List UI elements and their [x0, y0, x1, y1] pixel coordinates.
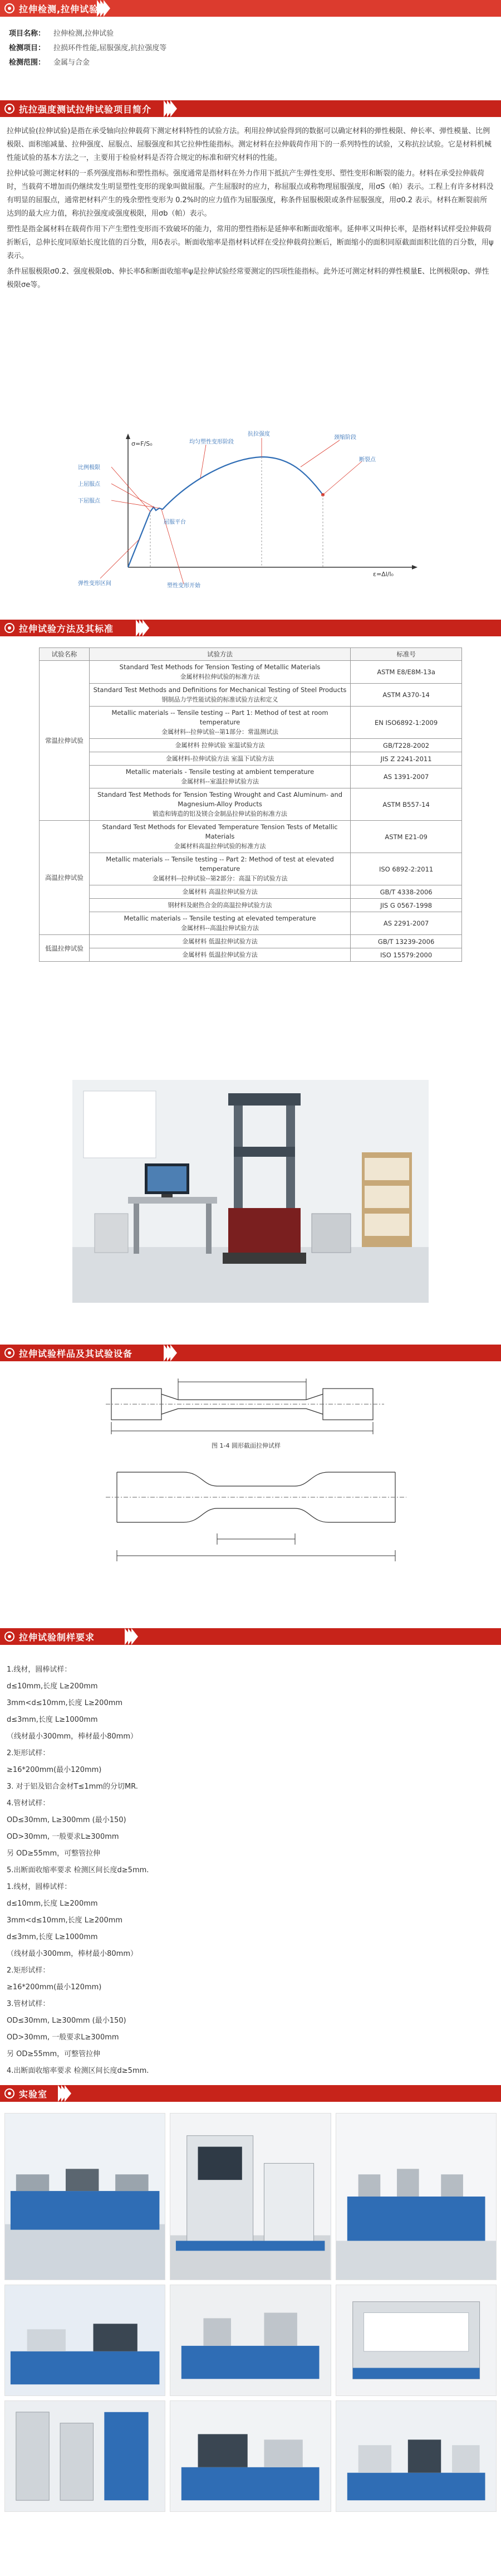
lab-photo	[170, 2113, 331, 2280]
method-cell	[89, 752, 350, 766]
method-chinese: 金属材料 低温拉伸试验方法	[182, 951, 258, 958]
table-header-row	[40, 648, 462, 661]
standard-code-cell: JIS Z 2241-2011	[351, 752, 462, 766]
requirements-list	[0, 1655, 501, 2080]
method-chinese: 金属材料 高温拉伸试验方法	[182, 888, 258, 895]
standard-code-cell: AS 1391-2007	[351, 766, 462, 788]
section-banner-standards	[0, 620, 501, 636]
project-label: 项目名称：	[9, 30, 46, 38]
chevron-arrows-icon	[61, 2085, 71, 2102]
label-elastic: 弹性变形区间	[78, 581, 111, 587]
standard-code-cell: ISO 6892-2:2011	[351, 853, 462, 885]
intro-paragraph-2: 拉伸试验可测定材料的一系列强度指标和塑性指标。强度通常是指材料在外力作用下抵抗产生弹性变形、塑性变形和断裂的能力。材料在承受拉伸载荷时，当载荷不增加而仍继续发生明显塑性变形的现象叫做屈服。产生屈服时的应力，称屈服点或称物理屈服强度，用σS（帕）表示。工程上有许多材料没有明显的屈服点，通常把材料产生的残余塑性变形为 0.2%时的应力值作为屈服强度，称条件屈服极限或条件屈服强度，用σ0.2 表示。材料在断裂前所达到的最大应力值，称抗拉强度或强度极限，用σb（帕）表示。	[7, 169, 494, 218]
table-row	[40, 752, 462, 766]
specimen-caption: 图 1-4 圆形截面拉伸试样	[212, 1442, 281, 1449]
category-cell: 高温拉伸试验	[40, 821, 90, 935]
requirement-line: 3mm<d≤10mm,长度 L≥200mm	[7, 1699, 123, 1707]
header-test-method: 试验方法	[89, 648, 350, 661]
method-chinese: 钢材料及耐热合金的高温拉伸试验方法	[168, 902, 272, 909]
section-banner-intro	[0, 100, 501, 117]
requirement-line: 1.线材，圆棒试样：	[7, 1883, 72, 1891]
specimen-illustration	[72, 1372, 429, 1572]
requirement-line: 2.矩形试样：	[7, 1749, 50, 1757]
method-cell	[89, 912, 350, 935]
circle-dot-icon	[4, 104, 14, 114]
table-row	[40, 788, 462, 821]
circle-dot-icon	[4, 623, 14, 633]
table-row	[40, 766, 462, 788]
standard-code-cell: ASTM B557-14	[351, 788, 462, 821]
section-banner-lab	[0, 2085, 501, 2102]
tensile-machine-photo	[72, 1080, 429, 1303]
standard-code-cell: ASTM A370-14	[351, 684, 462, 707]
section-title-standards: 拉伸试验方法及其标准	[19, 623, 114, 634]
label-fracture: 断裂点	[359, 457, 376, 463]
label-proportional: 比例极限	[78, 465, 100, 471]
category-cell: 低温拉伸试验	[40, 935, 90, 962]
lab-photo	[336, 2400, 497, 2512]
method-english: Metallic materials -- Tensile testing at elevated temperature	[124, 914, 316, 922]
section-banner-samples	[0, 1345, 501, 1361]
standard-code-cell: GB/T 4338-2006	[351, 885, 462, 899]
requirement-line: ≥16*200mm(最小120mm)	[7, 1766, 102, 1774]
lab-gallery	[0, 2113, 501, 2512]
standard-code-cell: ASTM E21-09	[351, 821, 462, 853]
requirement-line: OD>30mm, 一般要求L≥300mm	[7, 2033, 119, 2042]
chevron-arrows-icon	[167, 1345, 177, 1361]
circle-dot-icon	[4, 1632, 14, 1642]
method-chinese: 金属材料-拉伸试验方法 室温下试验方法	[165, 755, 274, 762]
method-cell	[89, 821, 350, 853]
method-chinese: 金属材料--拉伸试验--第2部分：高温下的试验方法	[152, 875, 288, 882]
standard-code-cell: GB/T 13239-2006	[351, 935, 462, 948]
method-cell	[89, 935, 350, 948]
method-chinese: 金属材料--室温拉伸试验方法	[181, 778, 259, 785]
intro-paragraph-4: 条件屈服极限σ0.2、强度极限σb、伸长率δ和断面收缩率ψ是拉伸试验经常要测定的四项性能指标。此外还可测定材料的弹性模量E、比例极限σp、弹性极限σe等。	[7, 267, 489, 289]
project-value: 拉伸检测,拉伸试验	[53, 30, 114, 38]
method-english: Metallic materials -- Tensile testing -- Part 2: Method of test at elevated temperature	[106, 855, 334, 873]
method-chinese: 金属材料拉伸试验的标准方法	[180, 673, 260, 680]
method-english: Standard Test Methods for Elevated Temperature Tension Tests of Metallic Materials	[102, 823, 338, 840]
lab-photo	[4, 2400, 165, 2512]
method-cell	[89, 948, 350, 962]
items-label: 检测项目：	[9, 44, 46, 52]
label-necking: 颈缩阶段	[334, 435, 356, 441]
requirement-line: OD≤30mm, L≥300mm (最小150)	[7, 2017, 126, 2025]
section-title-intro: 抗拉强度测试拉伸试验项目简介	[19, 104, 152, 115]
stress-strain-curve	[128, 457, 323, 567]
standard-code-cell: ISO 15579:2000	[351, 948, 462, 962]
page-title: 拉伸检测,拉伸试验	[19, 3, 99, 14]
standard-code-cell: GB/T228-2002	[351, 739, 462, 752]
table-row	[40, 684, 462, 707]
requirement-line: 1.线材，圆棒试样：	[7, 1666, 72, 1674]
method-cell	[89, 885, 350, 899]
scope-label: 检测范围：	[9, 59, 46, 67]
stress-strain-diagram	[78, 428, 423, 590]
lab-photo	[336, 2285, 497, 2396]
method-chinese: 金属材料高温拉伸试验的标准方法	[174, 843, 266, 850]
requirement-line: d≤10mm,长度 L≥200mm	[7, 1900, 98, 1908]
x-axis-label: ε=Δl/l₀	[373, 571, 394, 578]
requirement-line: d≤10mm,长度 L≥200mm	[7, 1682, 98, 1691]
table-row	[40, 912, 462, 935]
label-plastic-start: 塑性变形开始	[167, 583, 200, 589]
header-banner	[0, 0, 501, 17]
requirement-line: d≤3mm,长度 L≥1000mm	[7, 1933, 98, 1941]
method-cell	[89, 853, 350, 885]
section-banner-requirements	[0, 1628, 501, 1645]
method-cell	[89, 684, 350, 707]
standard-code-cell: ASTM E8/E8M-13a	[351, 661, 462, 684]
stress-strain-figure	[78, 428, 423, 590]
label-uniform: 均匀塑性变形阶段	[189, 439, 234, 445]
lab-photo	[4, 2113, 165, 2280]
table-row	[40, 935, 462, 948]
method-english: Metallic materials - Tensile testing at ambient temperature	[125, 768, 315, 776]
standard-code-cell: EN ISO6892-1:2009	[351, 707, 462, 739]
x-axis-arrow	[412, 565, 418, 569]
section-title-requirements: 拉伸试验制样要求	[19, 1632, 95, 1643]
y-axis-label: σ=F/S₀	[131, 440, 153, 447]
lab-photo	[170, 2400, 331, 2512]
lab-photo	[170, 2285, 331, 2396]
table-row	[40, 899, 462, 912]
method-chinese: 金属材料--高温拉伸试验方法	[181, 924, 259, 932]
standards-table	[39, 647, 462, 962]
requirement-line: 4.管材试样：	[7, 1799, 50, 1808]
requirement-line: 3. 对于铝及铝合金材T≤1mm的分切MR.	[7, 1783, 138, 1791]
method-english: Standard Test Methods for Tension Testing Wrought and Cast Aluminum- and Magnesium-Alloy Products	[97, 791, 343, 808]
chevron-arrows-icon	[128, 1628, 138, 1645]
requirement-line: 3mm<d≤10mm,长度 L≥200mm	[7, 1916, 123, 1925]
method-cell	[89, 766, 350, 788]
requirement-line: 5.出断面收缩率要求 检测区间长度d≥5mm.	[7, 1866, 149, 1874]
header-standard-no: 标准号	[351, 648, 462, 661]
requirement-line: （线材最小300mm，棒材最小80mm）	[7, 1732, 138, 1741]
requirement-line: d≤3mm,长度 L≥1000mm	[7, 1716, 98, 1724]
intro-paragraph-3: 塑性是指金属材料在载荷作用下产生塑性变形而不致破坏的能力，常用的塑性指标是延伸率和断面收缩率。延伸率又叫伸长率，是指材料试样受拉伸载荷折断后，总伸长度同原始长度比值的百分数，用δ表示。断面收缩率是指材料试样在受拉伸载荷拉断后，断面缩小的面积同原截面面积比值的百分数，用ψ表示。	[7, 225, 494, 260]
header-test-name: 试验名称	[40, 648, 90, 661]
section-title-lab: 实验室	[19, 2088, 48, 2100]
requirement-line: 3.管材试样：	[7, 2000, 50, 2008]
requirement-line: （线材最小300mm，棒材最小80mm）	[7, 1950, 138, 1958]
method-cell	[89, 788, 350, 821]
label-yield-plateau: 屈服平台	[164, 519, 186, 525]
y-axis-arrow	[126, 434, 130, 439]
table-row	[40, 739, 462, 752]
chevron-arrows-icon	[139, 620, 149, 636]
label-upper-yield: 上屈服点	[78, 481, 100, 488]
method-chinese: 金属材料 拉伸试验 室温试验方法	[175, 742, 265, 749]
standards-table-wrap	[39, 647, 462, 962]
method-chinese: 锻造和铸造的铝及镁合金制品拉伸试验的标准方法	[153, 810, 288, 817]
requirement-line: OD>30mm, 一般要求L≥300mm	[7, 1833, 119, 1841]
table-row	[40, 948, 462, 962]
requirement-line: 另 OD≥55mm，可整管拉伸	[7, 1849, 101, 1858]
scope-value: 金属与合金	[53, 59, 90, 67]
label-ultimate: 抗拉强度	[248, 431, 270, 437]
lab-photo	[4, 2285, 165, 2396]
label-lower-yield: 下屈服点	[78, 498, 100, 504]
table-row	[40, 661, 462, 684]
method-cell	[89, 707, 350, 739]
category-cell: 常温拉伸试验	[40, 661, 90, 821]
method-cell	[89, 661, 350, 684]
standards-table-body	[40, 661, 462, 962]
method-chinese: 钢制品力学性能试验的标准试验方法和定义	[161, 696, 278, 703]
specimen-drawing	[72, 1372, 429, 1584]
items-value: 拉损环件性能,屈服强度,抗拉强度等	[53, 44, 167, 52]
method-english: Standard Test Methods and Definitions for Mechanical Testing of Steel Products	[93, 686, 347, 694]
method-english: Standard Test Methods for Tension Testing of Metallic Materials	[119, 663, 321, 671]
intro-text	[0, 125, 501, 292]
circle-dot-icon	[4, 2088, 14, 2098]
method-english: Metallic materials -- Tensile testing -- Part 1: Method of test at room temperature	[111, 709, 328, 726]
requirement-line: ≥16*200mm(最小120mm)	[7, 1983, 102, 1991]
circle-dot-icon	[4, 1348, 14, 1358]
requirement-line: 2.矩形试样：	[7, 1966, 50, 1975]
method-chinese: 金属材料--拉伸试验--第1部分：常温测试法	[161, 728, 278, 736]
meta-block	[0, 21, 501, 75]
standard-code-cell: AS 2291-2007	[351, 912, 462, 935]
intro-paragraph-1: 拉伸试验(拉伸试验)是指在承受轴向拉伸载荷下测定材料特性的试验方法。利用拉伸试验得到的数据可以确定材料的弹性极限、伸长率、弹性模量、比例极限、面积缩减量、拉伸强度、屈服点、屈服强度和其它拉伸性能指标。测定材料在拉伸载荷作用下的一系列特性的试验，又称抗拉试验。它是材料机械性能试验的基本方法之一，主要用于检验材料是否符合规定的标准和研究材料的性能。	[7, 127, 492, 162]
requirement-line: 4.出断面收缩率要求 检测区间长度d≥5mm.	[7, 2067, 149, 2075]
method-chinese: 金属材料 低温拉伸试验方法	[182, 938, 258, 945]
lab-photo	[336, 2113, 497, 2280]
table-row	[40, 885, 462, 899]
method-cell	[89, 739, 350, 752]
circle-dot-icon	[4, 3, 14, 13]
tensile-machine-illustration	[72, 1080, 429, 1303]
chevron-arrows-icon	[100, 0, 110, 17]
chevron-arrows-icon	[167, 100, 177, 117]
table-row	[40, 707, 462, 739]
table-row	[40, 821, 462, 853]
method-cell	[89, 899, 350, 912]
section-title-samples: 拉伸试验样品及其试验设备	[19, 1348, 133, 1359]
requirement-line: 另 OD≥55mm，可整管拉伸	[7, 2050, 101, 2058]
requirement-line: OD≤30mm, L≥300mm (最小150)	[7, 1816, 126, 1824]
standard-code-cell: JIS G 0567-1998	[351, 899, 462, 912]
table-row	[40, 853, 462, 885]
